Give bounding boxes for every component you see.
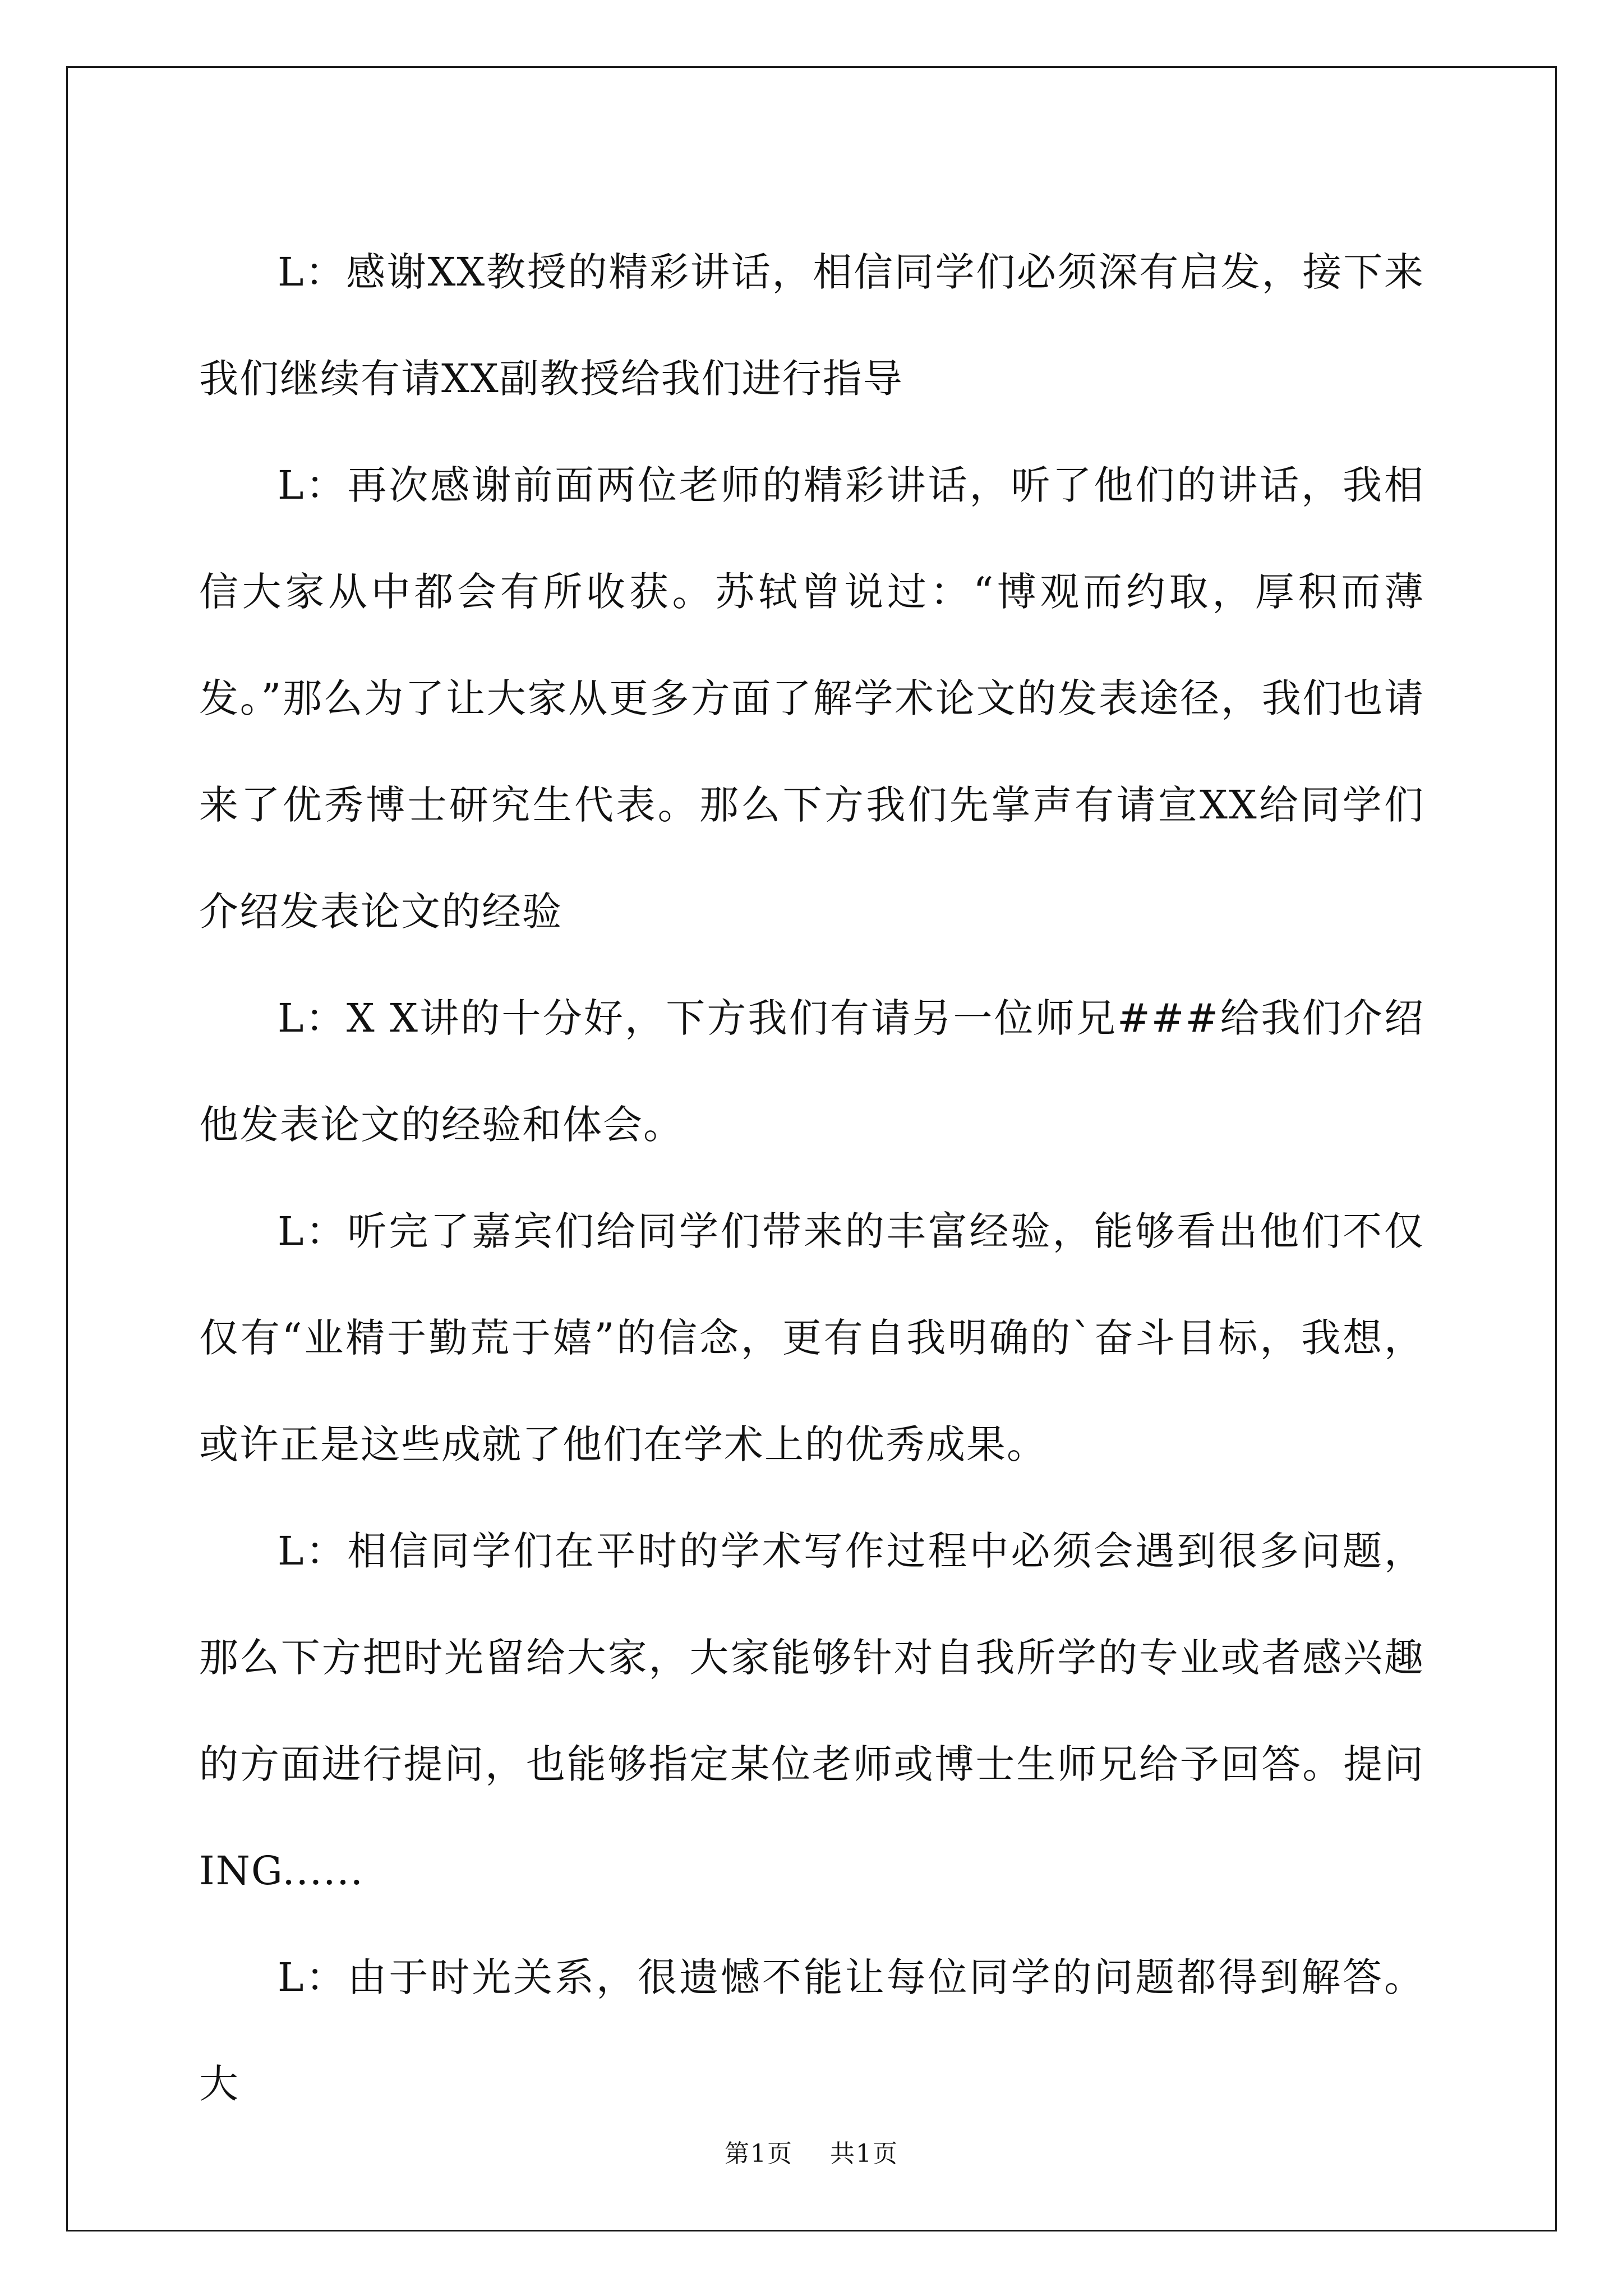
page-footer	[0, 2137, 1623, 2171]
paragraph-3: L：X X讲的十分好，下方我们有请另一位师兄###给我们介绍他发表论文的经验和体会。	[199, 995, 1424, 1148]
paragraph-1: L：感谢XX教授的精彩讲话，相信同学们必须深有启发，接下来我们继续有请XX副教授给我们进行指导	[199, 249, 1424, 402]
paragraph-2: L：再次感谢前面两位老师的精彩讲话，听了他们的讲话，我相信大家从中都会有所收获。苏轼曾说过：“博观而约取，厚积而薄发。”那么为了让大家从更多方面了解学术论文的发表途径，我们也请来了优秀博士研究生代表。那么下方我们先掌声有请宣XX给同学们介绍发表论文的经验	[199, 462, 1424, 935]
paragraph-4: L：听完了嘉宾们给同学们带来的丰富经验，能够看出他们不仅仅有“业精于勤荒于嬉”的信念，更有自我明确的`奋斗目标，我想，或许正是这些成就了他们在学术上的优秀成果。	[199, 1208, 1424, 1467]
paragraph-5: L：相信同学们在平时的学术写作过程中必须会遇到很多问题，那么下方把时光留给大家，大家能够针对自我所学的专业或者感兴趣的方面进行提问，也能够指定某位老师或博士生师兄给予回答。提问ING......	[199, 1528, 1424, 1894]
document-body	[199, 219, 1424, 2137]
page-number: 第1页	[725, 2139, 793, 2168]
paragraph-6: L：由于时光关系，很遗憾不能让每位同学的问题都得到解答。大	[199, 1954, 1424, 2107]
page-total: 共1页	[830, 2139, 898, 2168]
